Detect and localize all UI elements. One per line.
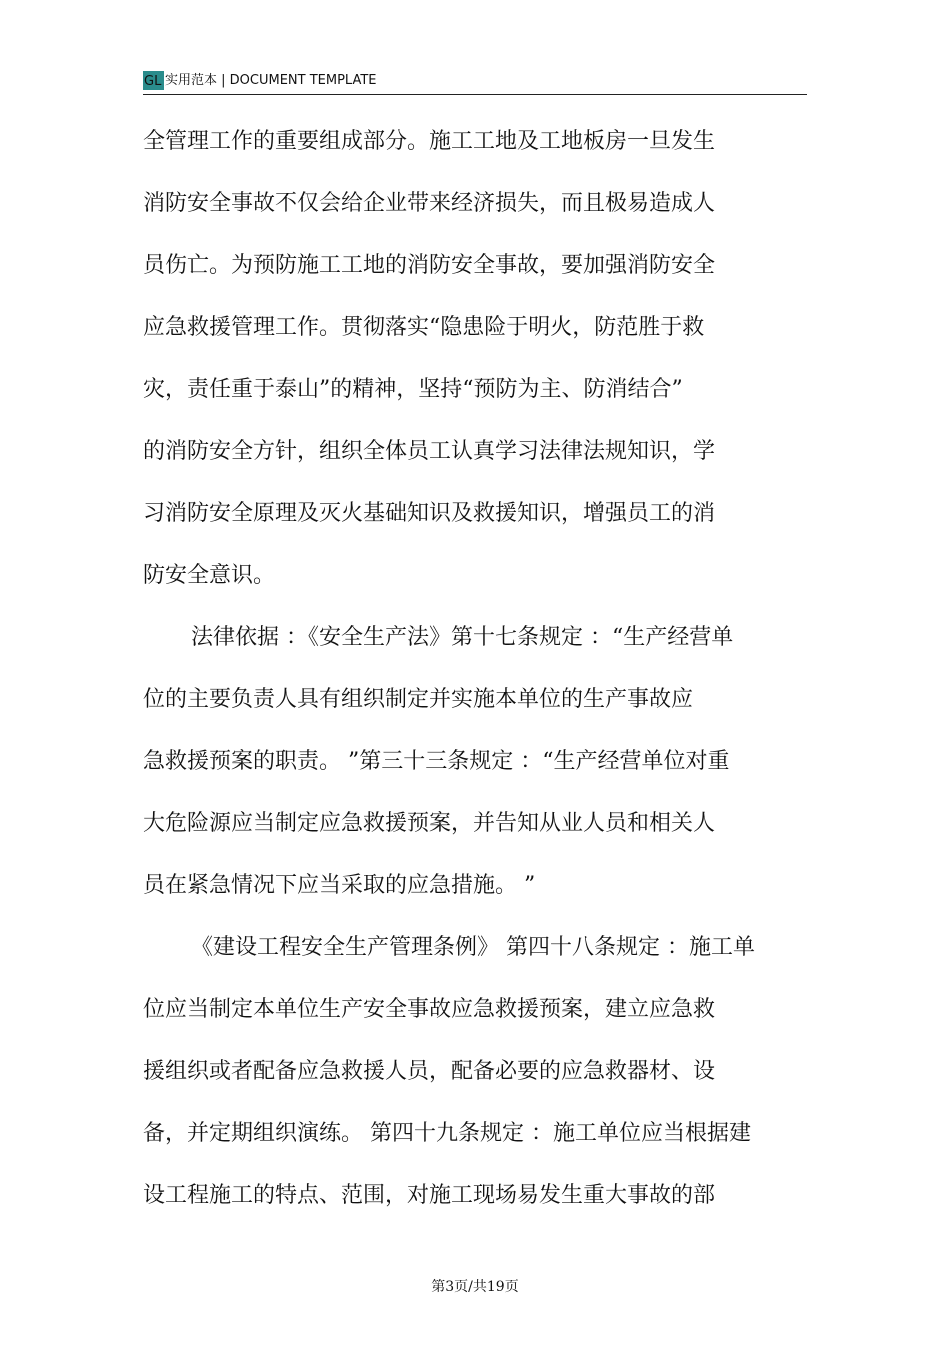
body-line: 备，并定期组织演练。 第四十九条规定 ：施工单位应当根据建 bbox=[143, 1121, 751, 1146]
logo-badge bbox=[143, 71, 164, 90]
page-header bbox=[143, 70, 807, 95]
body-line: 员伤亡。为预防施工工地的消防安全事故，要加强消防安全 bbox=[143, 253, 716, 278]
body-line: 应急救援管理工作。贯彻落实“隐患险于明火，防范胜于救 bbox=[143, 315, 705, 340]
header-title: 实用范本 | DOCUMENT TEMPLATE bbox=[165, 73, 377, 88]
body-line: 急救援预案的职责。 ”第三十三条规定 ：“生产经营单位对重 bbox=[143, 749, 730, 774]
body-line: 法律依据 ：《安全生产法》第十七条规定 ：“生产经营单 bbox=[191, 625, 734, 650]
body-line: 援组织或者配备应急救援人员，配备必要的应急救器材、设 bbox=[143, 1059, 716, 1084]
page-number: 第3页/共19页 bbox=[431, 1279, 519, 1295]
body-line: 位的主要负责人具有组织制定并实施本单位的生产事故应 bbox=[143, 687, 694, 712]
body-line: 消防安全事故不仅会给企业带来经济损失，而且极易造成人 bbox=[143, 191, 716, 216]
body-line: 全管理工作的重要组成部分。施工工地及工地板房一旦发生 bbox=[143, 129, 716, 154]
body-line: 设工程施工的特点、范围，对施工现场易发生重大事故的部 bbox=[143, 1183, 716, 1208]
body-line: 的消防安全方针，组织全体员工认真学习法律法规知识，学 bbox=[143, 439, 716, 464]
body-line: 《建设工程安全生产管理条例》 第四十八条规定 ：施工单 bbox=[191, 935, 755, 960]
body-line: 灾，责任重于泰山”的精神，坚持“预防为主、防消结合” bbox=[143, 377, 683, 402]
body-line: 员在紧急情况下应当采取的应急措施。 ” bbox=[143, 873, 536, 898]
logo-text: GL bbox=[144, 74, 162, 89]
body-line: 位应当制定本单位生产安全事故应急救援预案，建立应急救 bbox=[143, 997, 716, 1022]
body-line: 习消防安全原理及灭火基础知识及救援知识，增强员工的消 bbox=[143, 501, 716, 526]
body-line: 大危险源应当制定应急救援预案，并告知从业人员和相关人 bbox=[143, 811, 716, 836]
body-line: 防安全意识。 bbox=[143, 563, 276, 588]
